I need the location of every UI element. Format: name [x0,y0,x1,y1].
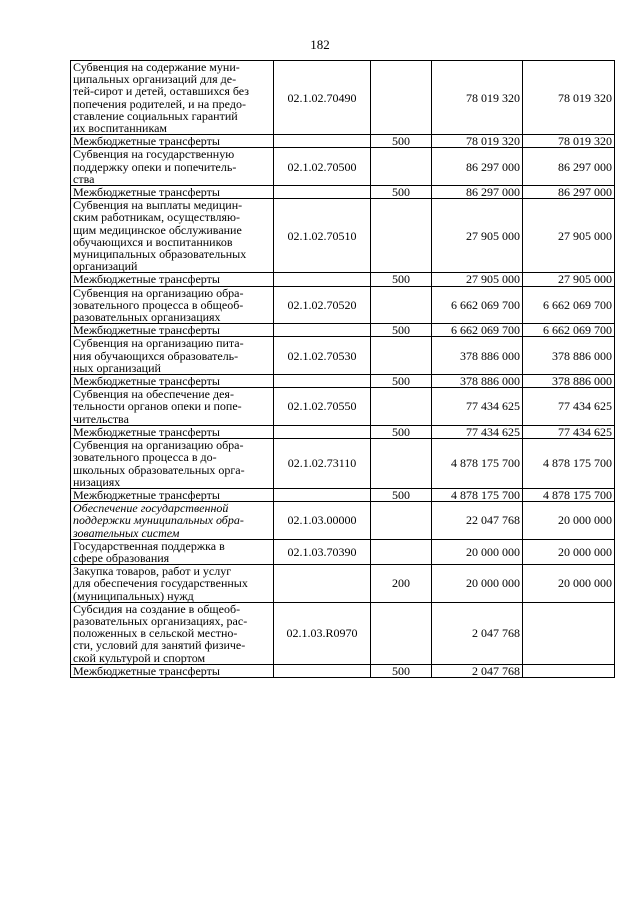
page-number: 182 [310,37,330,52]
table-row [71,388,615,426]
row-sum-2018-cell [523,602,615,664]
row-sum-2017-cell: 86 297 000 [432,148,523,186]
table-row [71,539,615,564]
row-code-cell [274,324,371,337]
row-code-cell: 02.1.02.70520 [274,286,371,324]
row-expense-type-cell [371,286,432,324]
row-code-cell: 02.1.02.70530 [274,337,371,375]
row-sum-2017-cell: 6 662 069 700 [432,286,523,324]
row-name-cell: Межбюджетные трансферты [71,186,274,199]
row-sum-2018-cell: 6 662 069 700 [523,286,615,324]
row-expense-type-cell: 500 [371,324,432,337]
row-expense-type-cell [371,502,432,540]
row-sum-2018-cell: 78 019 320 [523,61,615,135]
row-expense-type-cell: 500 [371,135,432,148]
row-expense-type-cell: 500 [371,375,432,388]
row-sum-2017-cell: 20 000 000 [432,565,523,603]
row-sum-2018-cell: 6 662 069 700 [523,324,615,337]
row-sum-2017-cell: 27 905 000 [432,199,523,273]
row-name-cell: Субвенция на государственную поддержку опеки и попечитель- ства [71,148,274,186]
table-row [71,488,615,501]
row-name-cell: Субвенция на организацию обра- зовательного процесса в общеоб- разовательных организациях [71,286,274,324]
table-row [71,664,615,677]
row-sum-2018-cell: 20 000 000 [523,502,615,540]
row-sum-2017-cell: 2 047 768 [432,664,523,677]
row-sum-2018-cell: 378 886 000 [523,375,615,388]
row-code-cell [274,425,371,438]
row-name-cell: Межбюджетные трансферты [71,488,274,501]
row-sum-2017-cell: 6 662 069 700 [432,324,523,337]
row-sum-2018-cell: 78 019 320 [523,135,615,148]
table-row [71,273,615,286]
table-row [71,337,615,375]
row-name-cell: Государственная поддержка в сфере образования [71,539,274,564]
row-expense-type-cell [371,148,432,186]
row-code-cell: 02.1.02.70500 [274,148,371,186]
row-name-cell: Закупка товаров, работ и услуг для обеспечения государственных (муниципальных) нужд [71,565,274,603]
table-row [71,602,615,664]
row-sum-2018-cell: 27 905 000 [523,273,615,286]
row-name-cell: Субвенция на выплаты медицин- ским работникам, осуществляю- щим медицинское обслуживание обучающихся и воспитанников муниципальных образовательных организаций [71,199,274,273]
row-code-cell [274,135,371,148]
table-row [71,61,615,135]
budget-table-body [71,61,615,678]
row-name-cell: Межбюджетные трансферты [71,425,274,438]
row-code-cell: 02.1.03.R0970 [274,602,371,664]
budget-table [70,60,615,678]
row-sum-2018-cell: 27 905 000 [523,199,615,273]
row-name-cell: Субвенция на организацию пита- ния обучающихся образователь- ных организаций [71,337,274,375]
table-row [71,135,615,148]
row-sum-2018-cell: 20 000 000 [523,539,615,564]
row-sum-2018-cell: 4 878 175 700 [523,439,615,489]
row-code-cell [274,488,371,501]
row-sum-2018-cell [523,664,615,677]
row-expense-type-cell: 200 [371,565,432,603]
row-sum-2017-cell: 2 047 768 [432,602,523,664]
row-name-cell: Субвенция на содержание муни- ципальных организаций для де- тей-сирот и детей, оставшихся без попечения родителей, и на предо- ставление социальных гарантий их воспитанникам [71,61,274,135]
row-sum-2017-cell: 77 434 625 [432,388,523,426]
row-sum-2017-cell: 86 297 000 [432,186,523,199]
row-expense-type-cell: 500 [371,488,432,501]
row-sum-2018-cell: 86 297 000 [523,148,615,186]
table-row [71,565,615,603]
row-expense-type-cell [371,539,432,564]
row-expense-type-cell: 500 [371,273,432,286]
row-sum-2017-cell: 378 886 000 [432,375,523,388]
row-sum-2018-cell: 86 297 000 [523,186,615,199]
table-row [71,199,615,273]
row-expense-type-cell [371,439,432,489]
row-code-cell: 02.1.02.70510 [274,199,371,273]
row-code-cell: 02.1.03.00000 [274,502,371,540]
row-expense-type-cell: 500 [371,186,432,199]
row-expense-type-cell [371,199,432,273]
table-row [71,148,615,186]
row-sum-2017-cell: 22 047 768 [432,502,523,540]
row-expense-type-cell [371,388,432,426]
row-code-cell [274,273,371,286]
row-code-cell: 02.1.02.73110 [274,439,371,489]
row-code-cell [274,375,371,388]
row-sum-2017-cell: 27 905 000 [432,273,523,286]
table-row [71,425,615,438]
row-sum-2017-cell: 378 886 000 [432,337,523,375]
row-name-cell: Межбюджетные трансферты [71,135,274,148]
table-row [71,439,615,489]
row-sum-2017-cell: 77 434 625 [432,425,523,438]
row-code-cell: 02.1.02.70490 [274,61,371,135]
row-sum-2017-cell: 4 878 175 700 [432,439,523,489]
row-sum-2018-cell: 378 886 000 [523,337,615,375]
row-code-cell: 02.1.02.70550 [274,388,371,426]
table-row [71,324,615,337]
row-name-cell: Субвенция на обеспечение дея- тельности органов опеки и попе- чительства [71,388,274,426]
row-sum-2018-cell: 77 434 625 [523,425,615,438]
row-expense-type-cell [371,61,432,135]
table-row [71,375,615,388]
row-name-cell: Межбюджетные трансферты [71,324,274,337]
row-name-cell: Межбюджетные трансферты [71,273,274,286]
row-sum-2018-cell: 20 000 000 [523,565,615,603]
row-sum-2017-cell: 20 000 000 [432,539,523,564]
table-row [71,502,615,540]
row-code-cell: 02.1.03.70390 [274,539,371,564]
row-sum-2018-cell: 77 434 625 [523,388,615,426]
table-row [71,186,615,199]
table-row [71,286,615,324]
row-sum-2017-cell: 78 019 320 [432,61,523,135]
row-expense-type-cell [371,602,432,664]
row-name-cell: Субсидия на создание в общеоб- разовательных организациях, рас- положенных в сельской местно- сти, условий для занятий физиче- ской культурой и спортом [71,602,274,664]
row-expense-type-cell: 500 [371,425,432,438]
row-expense-type-cell [371,337,432,375]
row-name-cell: Субвенция на организацию обра- зовательного процесса в до- школьных образовательных орга- низациях [71,439,274,489]
row-code-cell [274,565,371,603]
row-name-cell: Обеспечение государственной поддержки муниципальных обра- зовательных систем [71,502,274,540]
row-code-cell [274,664,371,677]
row-name-cell: Межбюджетные трансферты [71,664,274,677]
row-sum-2017-cell: 78 019 320 [432,135,523,148]
row-sum-2018-cell: 4 878 175 700 [523,488,615,501]
row-name-cell: Межбюджетные трансферты [71,375,274,388]
row-code-cell [274,186,371,199]
row-sum-2017-cell: 4 878 175 700 [432,488,523,501]
row-expense-type-cell: 500 [371,664,432,677]
